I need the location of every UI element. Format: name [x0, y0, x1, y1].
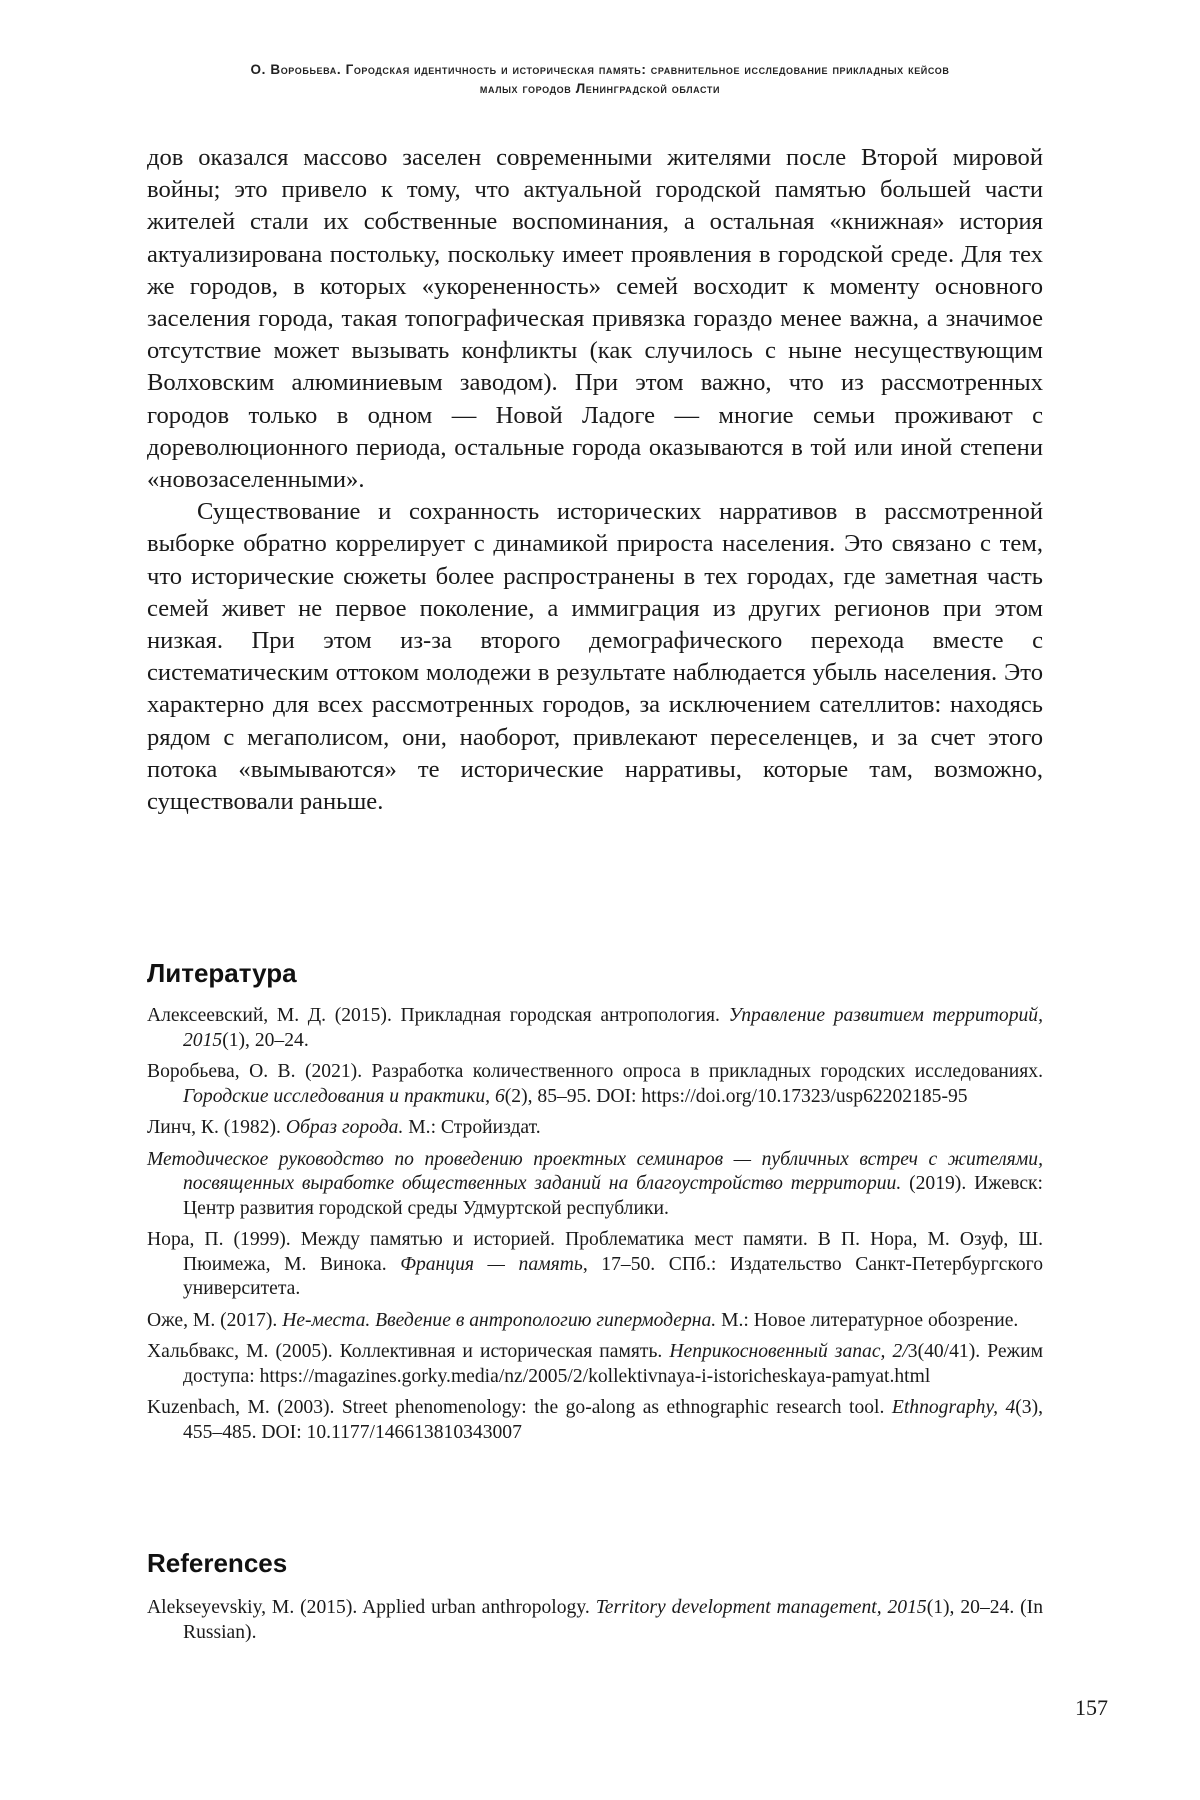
references-list [147, 1596, 1043, 1652]
reference-italic-title: Territory development management, 2015 [595, 1597, 927, 1618]
reference-italic-title: Методическое руководство по проведению проектных семинаров — публичных встреч с жителями, посвященных выработке общественных заданий на благоустройство территории. [147, 1148, 1043, 1194]
reference-text: Alekseyevskiy, M. (2015). Applied urban anthropology. [147, 1597, 596, 1618]
reference-details: 3(40/41). Режим доступа: https://magazines.gorky.media/nz/2005/2/kollektivnaya-i-istoricheskaya-pamyat.html [183, 1341, 1043, 1387]
reference-entry [147, 1116, 1043, 1141]
reference-entry [147, 1596, 1043, 1645]
reference-italic-title: Управление развитием территорий, 2015 [183, 1005, 1044, 1051]
running-header-line-1: О. Воробьева. Городская идентичность и историческая память: сравнительное исследование прикладных кейсов [250, 62, 950, 77]
reference-details: (1), 20–24. (In Russian). [183, 1597, 1044, 1643]
reference-italic-title: Образ города. [285, 1117, 404, 1138]
reference-entry [147, 1004, 1043, 1053]
reference-text: Хальбвакс, М. (2005). Коллективная и историческая память. [147, 1341, 670, 1362]
reference-entry [147, 1309, 1043, 1334]
reference-italic-title: Франция — память [400, 1253, 583, 1275]
reference-italic-title: Ethnography, 4 [891, 1397, 1016, 1418]
reference-details: (3), 455–485. DOI: 10.1177/146613810343007 [183, 1397, 1044, 1443]
body-paragraph-2: Существование и сохранность исторических нарративов в рассмотренной выборке обратно коррелирует с динамикой прироста населения. Это связано с тем, что исторические сюжеты более распространены в тех городах, где заметная часть семей живет не первое поколение, а иммиграция из других регионов при этом низкая. При этом из-за второго демографического перехода вместе с систематическим оттоком молодежи в результате наблюдается убыль населения. Это характерно для всех рассмотренных городов, за исключением сателлитов: находясь рядом с мегаполисом, они, наоборот, привлекают переселенцев, и за счет этого потока «вымываются» те исторические нарративы, которые там, возможно, существовали раньше. [147, 498, 1043, 816]
reference-details: (2), 85–95. DOI: https://doi.org/10.17323/usp62202185-95 [504, 1085, 968, 1107]
page-number: 157 [1075, 1695, 1108, 1720]
reference-italic-title: Городские исследования и практики, 6 [183, 1085, 505, 1107]
reference-details: (1), 20–24. [222, 1029, 309, 1051]
reference-entry [147, 1396, 1043, 1445]
reference-text: Алексеевский, М. Д. (2015). Прикладная городская антропология. [147, 1005, 729, 1026]
reference-text: Воробьева, О. В. (2021). Разработка количественного опроса в прикладных городских исследованиях. [147, 1061, 1043, 1082]
reference-italic-title: Не-места. Введение в антропологию гипермодерна. [282, 1309, 717, 1331]
reference-details: (2019). Ижевск: Центр развития городской среды Удмуртской республики. [183, 1173, 1044, 1219]
running-header-line-2: малых городов Ленинградской области [479, 81, 721, 96]
references-heading: References [147, 1548, 288, 1578]
reference-italic-title: Неприкосновенный запас, 2/ [669, 1341, 908, 1362]
reference-text: Kuzenbach, M. (2003). Street phenomenology: the go-along as ethnographic research tool. [147, 1397, 892, 1418]
reference-entry [147, 1340, 1043, 1389]
reference-details: , 17–50. СПб.: Издательство Санкт-Петербургского университета. [183, 1253, 1043, 1299]
body-text [147, 142, 1043, 818]
body-paragraph-1: дов оказался массово заселен современными жителями после Второй мировой войны; это привело к тому, что актуальной городской памятью большей части жителей стали их собственные воспоминания, а остальная «книжная» история актуализирована постольку, поскольку имеет проявления в городской среде. Для тех же городов, в которых «укорененность» семей восходит к моменту основного заселения города, такая топографическая привязка гораздо менее важна, а значимое отсутствие может вызывать конфликты (как случилось с ныне несуществующим Волховским алюминиевым заводом). При этом важно, что из рассмотренных городов только в одном — Новой Ладоге — многие семьи проживают с дореволюционного периода, остальные города оказываются в той или иной степени «новозаселенными». [147, 144, 1043, 494]
reference-details: М.: Новое литературное обозрение. [716, 1309, 1019, 1331]
reference-text: Оже, М. (2017). [147, 1309, 283, 1331]
reference-entry [147, 1148, 1043, 1222]
reference-details: М.: Стройиздат. [403, 1117, 541, 1138]
literature-heading: Литература [147, 958, 297, 988]
reference-entry [147, 1060, 1043, 1109]
reference-text: Линч, К. (1982). [147, 1117, 286, 1138]
reference-entry [147, 1228, 1043, 1302]
reference-text: Нора, П. (1999). Между памятью и историей. Проблематика мест памяти. В П. Нора, М. Озуф, Ш. Пюимежа, М. Винока. [147, 1229, 1043, 1275]
running-header [100, 60, 1100, 98]
literature-list [147, 1004, 1043, 1452]
